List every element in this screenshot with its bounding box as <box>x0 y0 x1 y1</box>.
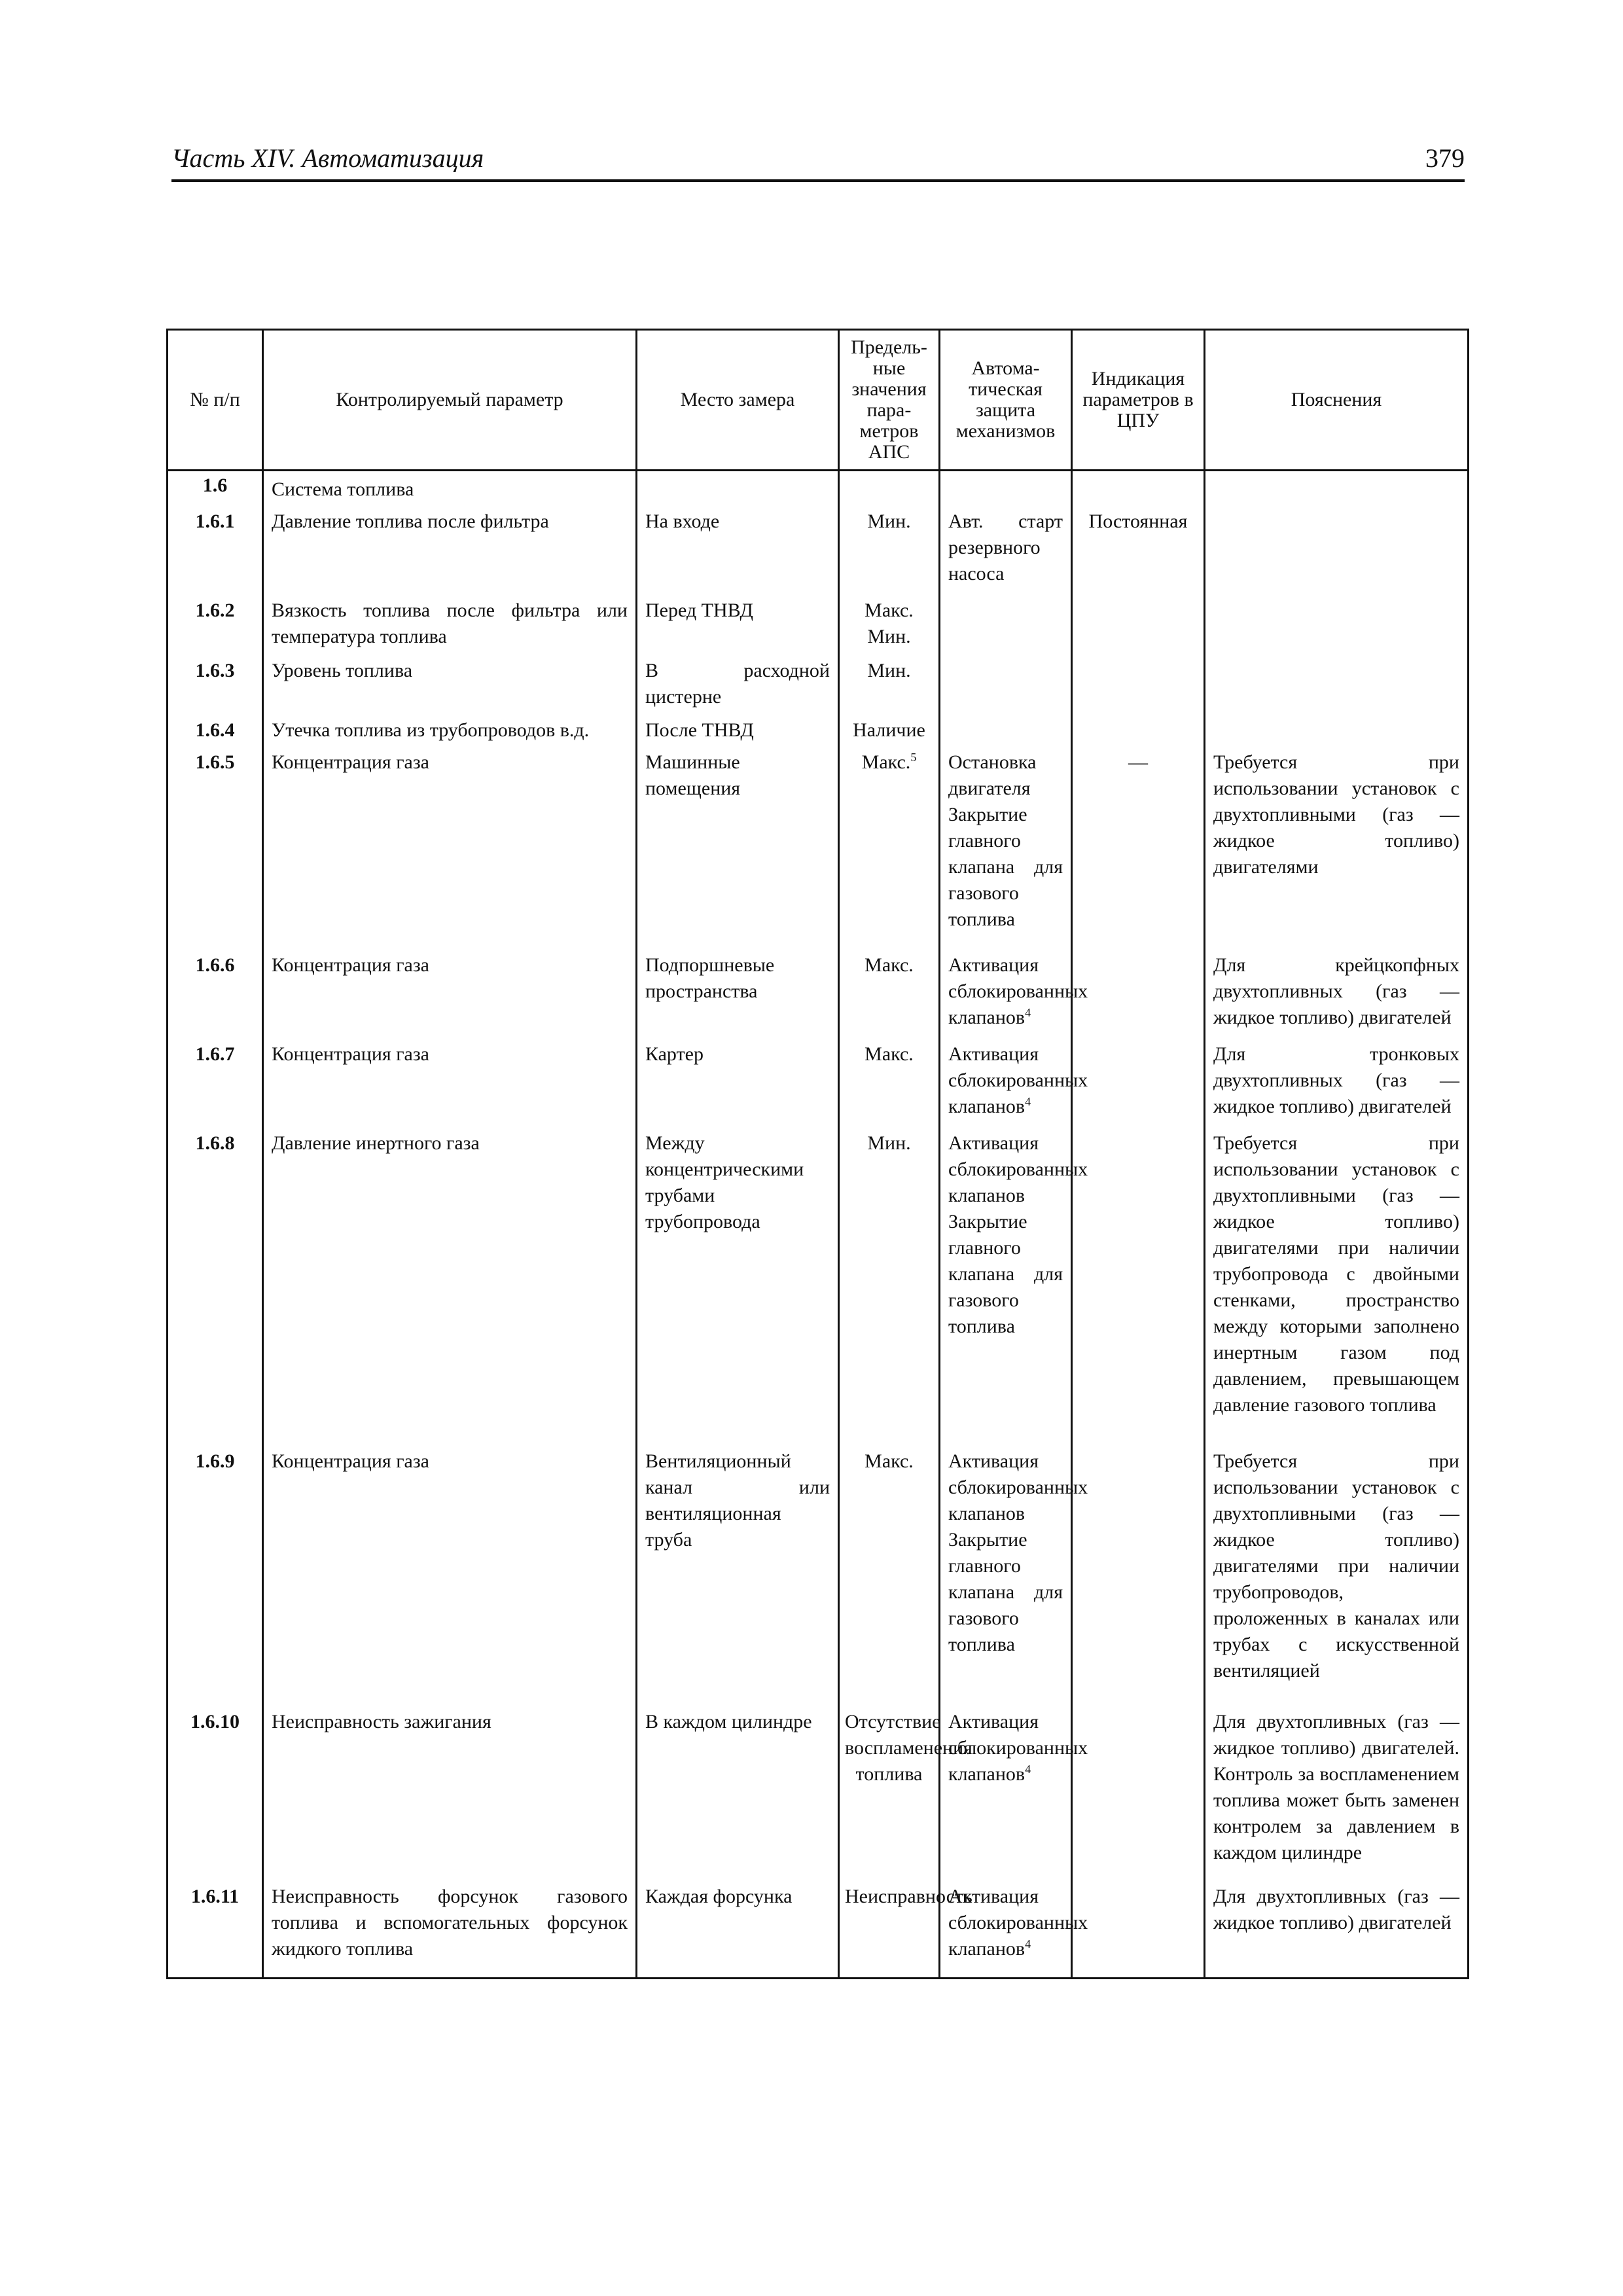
cell-place: Машинные помещения <box>637 748 839 952</box>
col-header-notes: Пояснения <box>1205 330 1469 471</box>
table-row <box>168 1447 1469 1708</box>
cell-protect: Авт. старт резервного насоса <box>940 507 1072 596</box>
cell-param: Уровень топлива <box>263 656 637 717</box>
col-header-limit: Предель-ные значения пара-метров АПС <box>839 330 940 471</box>
table-row <box>168 1040 1469 1129</box>
table-row <box>168 716 1469 747</box>
cell-param: Система топлива <box>263 471 637 507</box>
cell-limit: Мин. <box>839 1129 940 1447</box>
cell-place: В расходной цистерне <box>637 656 839 717</box>
col-header-indication: Индикация параметров в ЦПУ <box>1072 330 1205 471</box>
page-header <box>171 143 1465 182</box>
col-header-protect: Автома-тическая защита механизмов <box>940 330 1072 471</box>
cell-protect: Остановка двигателя Закрытие главного клапана для газового топлива <box>940 748 1072 952</box>
cell-notes <box>1205 507 1469 596</box>
cell-param: Утечка топлива из трубопроводов в.д. <box>263 716 637 747</box>
cell-notes: Требуется при использовании установок с двухтопливными (газ — жидкое топливо) двигателями при наличии трубопровода с двойными стенками, пространство между которыми заполнено инертным газом под давлением, превышающем давление газового топлива <box>1205 1129 1469 1447</box>
cell-limit: Мин. <box>839 507 940 596</box>
cell-limit: Неисправность <box>839 1882 940 1978</box>
cell-protect: Активация сблокированных клапанов$^4$ <box>940 1040 1072 1129</box>
footnote-ref: 4 <box>1025 1937 1031 1951</box>
cell-place: Подпоршневые пространства <box>637 951 839 1040</box>
footnote-ref: 4 <box>1025 1763 1031 1776</box>
cell-limit: Макс. <box>839 951 940 1040</box>
cell-param: Давление топлива после фильтра <box>263 507 637 596</box>
cell-limit: Мин. <box>839 656 940 717</box>
table-row <box>168 656 1469 717</box>
cell-num: 1.6.3 <box>168 656 263 717</box>
cell-place: Перед ТНВД <box>637 596 839 656</box>
cell-limit: Отсутствие воспламенения топлива <box>839 1708 940 1882</box>
cell-protect: Активация сблокированных клапанов$^4$ <box>940 1708 1072 1882</box>
cell-place: Между концентрическими трубами трубопровода <box>637 1129 839 1447</box>
cell-protect: Активация сблокированных клапанов Закрытие главного клапана для газового топлива <box>940 1129 1072 1447</box>
cell-num: 1.6.9 <box>168 1447 263 1708</box>
cell-notes <box>1205 656 1469 717</box>
cell-indication <box>1072 1708 1205 1882</box>
cell-limit <box>839 471 940 507</box>
cell-protect <box>940 716 1072 747</box>
cell-indication <box>1072 1447 1205 1708</box>
cell-place: Вентиляционный канал или вентиляционная труба <box>637 1447 839 1708</box>
cell-indication <box>1072 1040 1205 1129</box>
page-number: 379 <box>1425 143 1465 173</box>
col-header-place: Место замера <box>637 330 839 471</box>
cell-protect: Активация сблокированных клапанов Закрытие главного клапана для газового топлива <box>940 1447 1072 1708</box>
parameters-table <box>166 329 1469 1979</box>
table-row <box>168 1708 1469 1882</box>
cell-num: 1.6.7 <box>168 1040 263 1129</box>
cell-protect <box>940 656 1072 717</box>
cell-num: 1.6.5 <box>168 748 263 952</box>
cell-protect <box>940 596 1072 656</box>
cell-indication <box>1072 656 1205 717</box>
col-header-num: № п/п <box>168 330 263 471</box>
cell-notes <box>1205 596 1469 656</box>
table-row <box>168 596 1469 656</box>
cell-param: Давление инертного газа <box>263 1129 637 1447</box>
cell-indication <box>1072 596 1205 656</box>
cell-protect: Активация сблокированных клапанов$^4$ <box>940 951 1072 1040</box>
cell-place: Каждая форсунка <box>637 1882 839 1978</box>
cell-limit: Макс. <box>839 1040 940 1129</box>
cell-indication <box>1072 1882 1205 1978</box>
cell-protect: Активация сблокированных клапанов$^4$ <box>940 1882 1072 1978</box>
cell-num: 1.6.4 <box>168 716 263 747</box>
cell-place <box>637 471 839 507</box>
cell-num: 1.6.2 <box>168 596 263 656</box>
cell-notes: Для тронковых двухтопливных (газ — жидкое топливо) двигателей <box>1205 1040 1469 1129</box>
cell-param: Концентрация газа <box>263 951 637 1040</box>
cell-place: После ТНВД <box>637 716 839 747</box>
cell-num: 1.6.6 <box>168 951 263 1040</box>
cell-indication <box>1072 471 1205 507</box>
cell-protect <box>940 471 1072 507</box>
cell-indication: — <box>1072 748 1205 952</box>
footnote-ref: 5 <box>910 750 917 764</box>
cell-num: 1.6.8 <box>168 1129 263 1447</box>
table-row <box>168 748 1469 952</box>
cell-notes: Требуется при использовании установок с двухтопливными (газ — жидкое топливо) двигателями <box>1205 748 1469 952</box>
cell-param: Концентрация газа <box>263 748 637 952</box>
cell-notes <box>1205 716 1469 747</box>
table-row <box>168 471 1469 507</box>
cell-notes: Для двухтопливных (газ — жидкое топливо) двигателей <box>1205 1882 1469 1978</box>
footnote-ref: 4 <box>1025 1095 1031 1109</box>
cell-notes: Требуется при использовании установок с двухтопливными (газ — жидкое топливо) двигателями при наличии трубопроводов, проложенных в каналах или трубах с искусственной вентиляцией <box>1205 1447 1469 1708</box>
cell-param: Неисправность зажигания <box>263 1708 637 1882</box>
header-rule <box>171 179 1465 182</box>
footnote-ref: 4 <box>1025 1006 1031 1020</box>
cell-param: Концентрация газа <box>263 1040 637 1129</box>
cell-notes: Для двухтопливных (газ — жидкое топливо) двигателей. Контроль за воспламенением топлива может быть заменен контролем за давлением в каждом цилиндре <box>1205 1708 1469 1882</box>
cell-num: 1.6.1 <box>168 507 263 596</box>
cell-limit: Макс.$^5$ <box>839 748 940 952</box>
running-title: Часть XIV. Автоматизация <box>171 143 484 173</box>
table-row <box>168 1129 1469 1447</box>
cell-num: 1.6 <box>168 471 263 507</box>
cell-limit: Макс. Мин. <box>839 596 940 656</box>
cell-notes <box>1205 471 1469 507</box>
table-header-row <box>168 330 1469 471</box>
cell-indication <box>1072 951 1205 1040</box>
cell-place: В каждом цилиндре <box>637 1708 839 1882</box>
cell-indication <box>1072 1129 1205 1447</box>
cell-num: 1.6.11 <box>168 1882 263 1978</box>
table-row <box>168 951 1469 1040</box>
col-header-param: Контролируемый параметр <box>263 330 637 471</box>
cell-param: Концентрация газа <box>263 1447 637 1708</box>
cell-limit: Наличие <box>839 716 940 747</box>
cell-indication <box>1072 716 1205 747</box>
cell-param: Вязкость топлива после фильтра или температура топлива <box>263 596 637 656</box>
table-row <box>168 507 1469 596</box>
cell-indication: Постоянная <box>1072 507 1205 596</box>
cell-num: 1.6.10 <box>168 1708 263 1882</box>
cell-limit: Макс. <box>839 1447 940 1708</box>
cell-place: Картер <box>637 1040 839 1129</box>
table-row <box>168 1882 1469 1978</box>
cell-place: На входе <box>637 507 839 596</box>
cell-param: Неисправность форсунок газового топлива и вспомогательных форсунок жидкого топлива <box>263 1882 637 1978</box>
cell-notes: Для крейцкопфных двухтопливных (газ — жидкое топливо) двигателей <box>1205 951 1469 1040</box>
